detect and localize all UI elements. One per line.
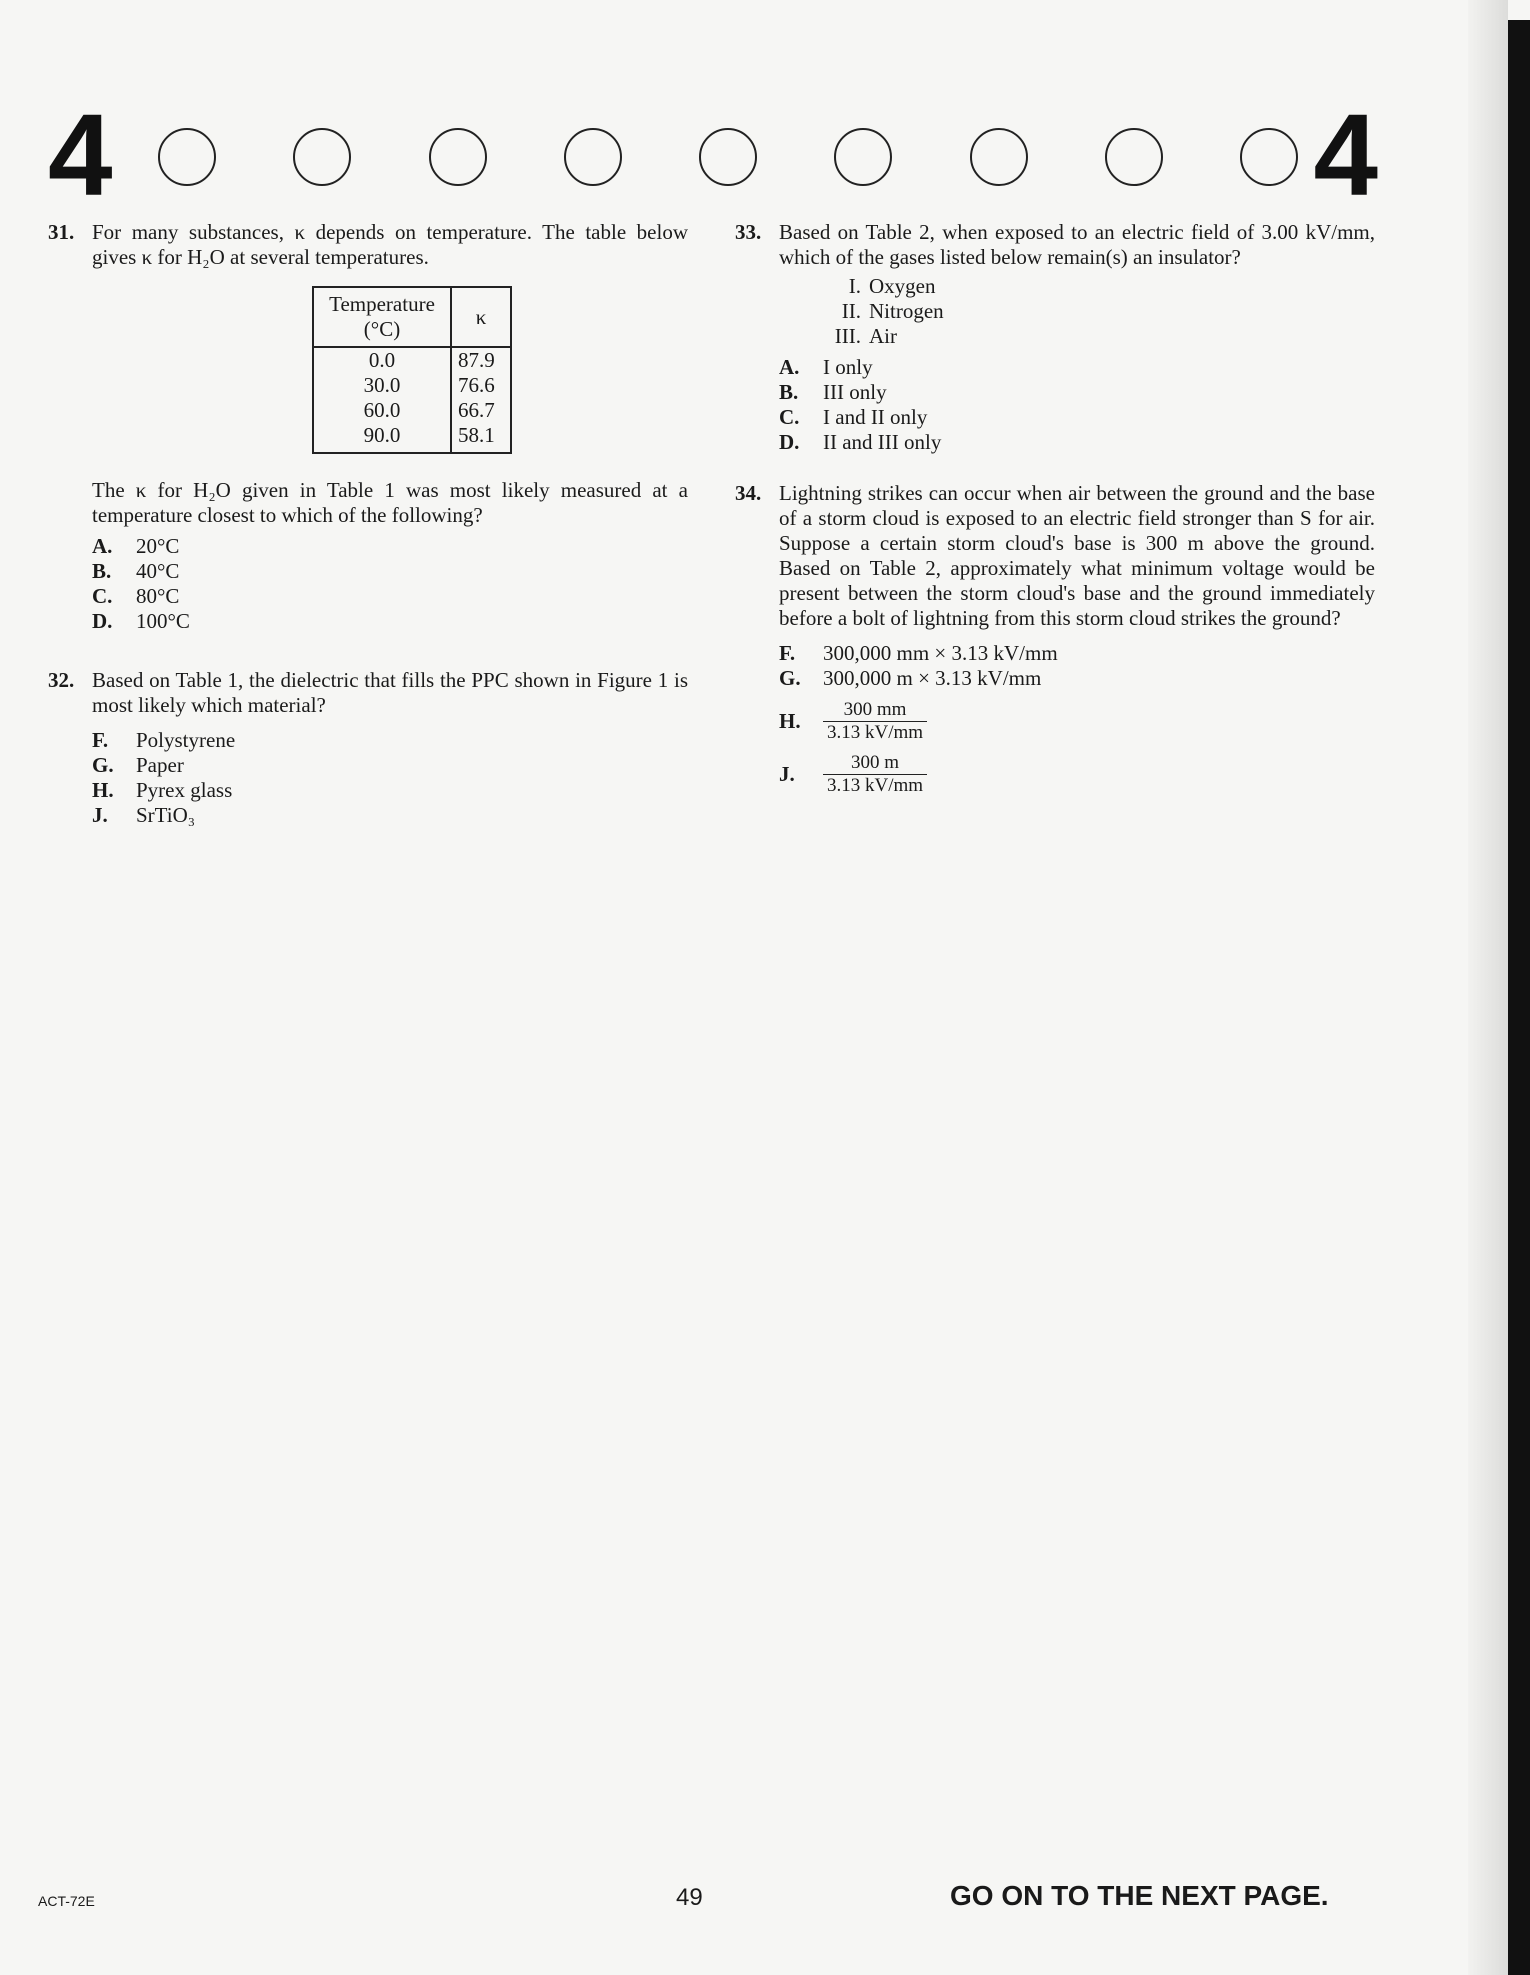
- fraction-numerator: 300 mm: [843, 699, 907, 720]
- table-cell-kappa: 58.1: [451, 423, 511, 453]
- scan-edge-bar: [1508, 20, 1530, 1975]
- header-circle: [970, 128, 1028, 186]
- fraction-denominator: 3.13 kV/mm: [823, 721, 927, 744]
- option-letter: B.: [779, 380, 799, 404]
- option-text: Paper: [136, 753, 184, 777]
- table-cell-kappa: 66.7: [451, 398, 511, 423]
- question-number: 32.: [48, 668, 75, 692]
- table-cell-temp: 30.0: [313, 373, 451, 398]
- roman-text: Air: [869, 324, 897, 348]
- answer-option-g[interactable]: [92, 753, 688, 778]
- header-circle: [429, 128, 487, 186]
- answer-option-f[interactable]: [92, 728, 688, 753]
- option-letter: H.: [779, 709, 801, 733]
- question-31: [48, 220, 688, 634]
- header-circle: [564, 128, 622, 186]
- option-fraction: [823, 699, 927, 744]
- answer-option-g[interactable]: [779, 666, 1375, 691]
- header-circle: [1240, 128, 1298, 186]
- option-letter: F.: [779, 641, 796, 665]
- section-number-right: 4: [1313, 90, 1378, 220]
- table-cell-temp: 90.0: [313, 423, 451, 453]
- table-cell-temp: 60.0: [313, 398, 451, 423]
- next-page-notice: GO ON TO THE NEXT PAGE.: [950, 1880, 1329, 1911]
- answer-options: [779, 641, 1375, 797]
- option-text: 100°C: [136, 609, 190, 633]
- question-followup: The κ for H₂O given in Table 1 was most likely measured at a temperature closest to which of the following?: [92, 478, 688, 527]
- question-number: 31.: [48, 220, 75, 244]
- option-letter: C.: [779, 405, 800, 429]
- fraction-denominator: 3.13 kV/mm: [823, 774, 927, 797]
- answer-option-j[interactable]: [779, 752, 1375, 797]
- answer-options: [779, 355, 1375, 455]
- answer-options: [92, 728, 688, 828]
- question-33: [735, 220, 1375, 455]
- answer-option-c[interactable]: [92, 584, 688, 609]
- table-cell-kappa: 87.9: [451, 347, 511, 373]
- roman-item: [779, 324, 1375, 349]
- answer-option-a[interactable]: [92, 534, 688, 559]
- left-column: [48, 220, 688, 854]
- option-letter: J.: [779, 762, 795, 786]
- roman-list: [779, 274, 1375, 349]
- water-kappa-table: [312, 286, 512, 454]
- option-text: II and III only: [823, 430, 942, 454]
- option-letter: B.: [92, 559, 112, 583]
- question-number: 33.: [735, 220, 762, 244]
- roman-item: [779, 299, 1375, 324]
- answer-option-h[interactable]: [779, 699, 1375, 744]
- question-text: Based on Table 2, when exposed to an electric field of 3.00 kV/mm, which of the gases listed below remain(s) an insulator?: [779, 220, 1375, 269]
- roman-item: [779, 274, 1375, 299]
- option-text: 40°C: [136, 559, 180, 583]
- header-circle: [293, 128, 351, 186]
- header-circle: [1105, 128, 1163, 186]
- answer-option-j[interactable]: [92, 803, 688, 828]
- header-circles: [158, 128, 1298, 188]
- section-number-left: 4: [48, 90, 113, 220]
- question-text: Lightning strikes can occur when air between the ground and the base of a storm cloud is exposed to an electric field stronger than S for air. Suppose a certain storm cloud's base is 300 m above the ground. Based on Table 2, approximately what minimum voltage would be present between the storm cloud's base and the ground immediately before a bolt of lightning from this storm cloud strikes the ground?: [779, 481, 1375, 630]
- option-letter: C.: [92, 584, 113, 608]
- option-letter: G.: [92, 753, 114, 777]
- option-text: Polystyrene: [136, 728, 236, 752]
- form-code: ACT-72E: [38, 1893, 95, 1909]
- option-text: SrTiO₃: [136, 803, 196, 827]
- option-letter: J.: [92, 803, 108, 827]
- roman-text: Nitrogen: [869, 299, 944, 323]
- answer-option-f[interactable]: [779, 641, 1375, 666]
- option-text: Pyrex glass: [136, 778, 233, 802]
- table-row: [313, 423, 511, 453]
- answer-option-c[interactable]: [779, 405, 1375, 430]
- option-text: I and II only: [823, 405, 928, 429]
- option-letter: H.: [92, 778, 114, 802]
- question-32: [48, 668, 688, 828]
- roman-numeral: II.: [841, 299, 861, 323]
- fraction-numerator: 300 m: [851, 752, 900, 773]
- option-fraction: [823, 752, 927, 797]
- option-text: 300,000 mm × 3.13 kV/mm: [823, 641, 1058, 665]
- table-header-temperature: Temperature (°C): [313, 287, 451, 347]
- option-text: 300,000 m × 3.13 kV/mm: [823, 666, 1042, 690]
- page-number: 49: [676, 1884, 703, 1911]
- answer-option-d[interactable]: [92, 609, 688, 634]
- header-circle: [834, 128, 892, 186]
- table-row: [313, 373, 511, 398]
- option-letter: A.: [779, 355, 800, 379]
- question-number: 34.: [735, 481, 762, 505]
- answer-option-b[interactable]: [779, 380, 1375, 405]
- option-text: III only: [823, 380, 887, 404]
- answer-options: [92, 534, 688, 634]
- option-letter: D.: [92, 609, 113, 633]
- table-row: [313, 398, 511, 423]
- option-letter: A.: [92, 534, 113, 558]
- option-text: 80°C: [136, 584, 180, 608]
- roman-numeral: III.: [834, 324, 861, 348]
- option-text: 20°C: [136, 534, 180, 558]
- table-row: [313, 347, 511, 373]
- table-cell-kappa: 76.6: [451, 373, 511, 398]
- header-circle: [699, 128, 757, 186]
- option-letter: D.: [779, 430, 800, 454]
- option-text: I only: [823, 355, 873, 379]
- option-letter: G.: [779, 666, 801, 690]
- answer-option-h[interactable]: [92, 778, 688, 803]
- option-letter: F.: [92, 728, 109, 752]
- answer-option-a[interactable]: [779, 355, 1375, 380]
- right-column: [735, 220, 1375, 823]
- answer-option-b[interactable]: [92, 559, 688, 584]
- header-circle: [158, 128, 216, 186]
- section-header: [48, 90, 1378, 220]
- question-text: For many substances, κ depends on temperature. The table below gives κ for H₂O at several temperatures.: [92, 220, 688, 269]
- question-text: Based on Table 1, the dielectric that fills the PPC shown in Figure 1 is most likely which material?: [92, 668, 688, 717]
- question-34: [735, 481, 1375, 797]
- table-cell-temp: 0.0: [313, 347, 451, 373]
- roman-text: Oxygen: [869, 274, 936, 298]
- roman-numeral: I.: [848, 274, 861, 298]
- answer-option-d[interactable]: [779, 430, 1375, 455]
- scan-shadow: [1468, 0, 1508, 1975]
- table-header-kappa: κ: [451, 287, 511, 347]
